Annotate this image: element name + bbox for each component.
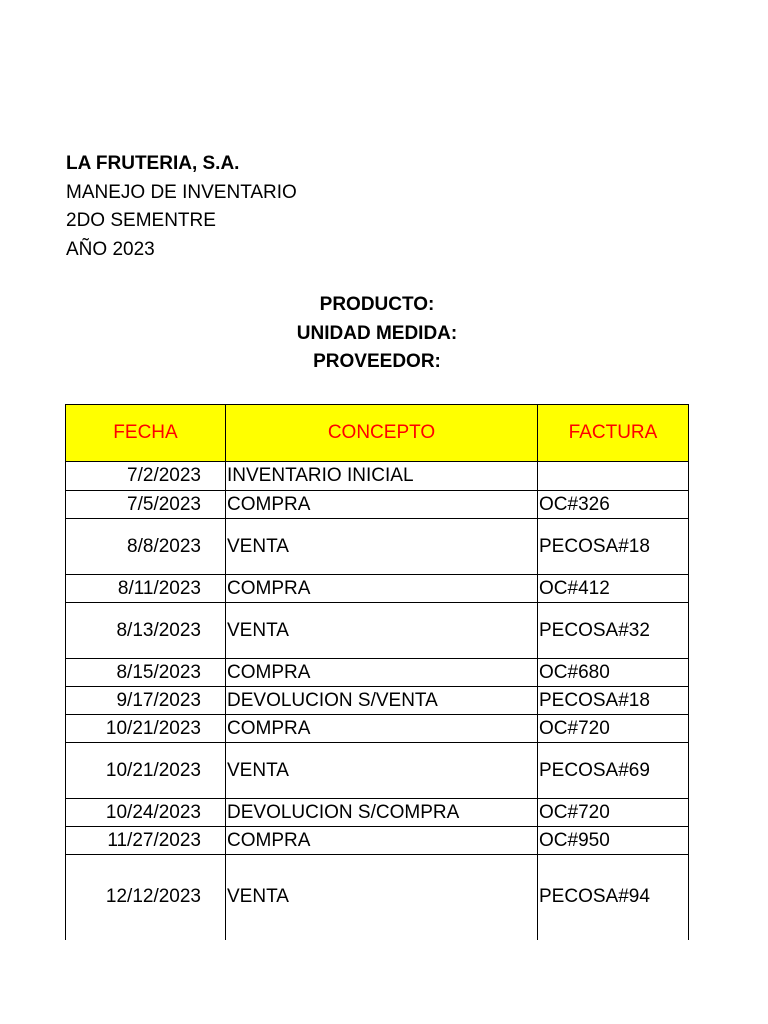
cell-concepto: COMPRA bbox=[226, 491, 538, 519]
cell-factura: PECOSA#94 bbox=[538, 855, 689, 940]
table-row bbox=[66, 743, 689, 799]
table-row bbox=[66, 687, 689, 715]
cell-concepto: VENTA bbox=[226, 519, 538, 575]
table-row bbox=[66, 659, 689, 687]
cell-concepto: INVENTARIO INICIAL bbox=[226, 462, 538, 491]
cell-fecha: 9/17/2023 bbox=[66, 687, 226, 715]
table-row bbox=[66, 827, 689, 855]
cell-fecha: 8/15/2023 bbox=[66, 659, 226, 687]
table-row bbox=[66, 462, 689, 491]
cell-fecha: 8/11/2023 bbox=[66, 575, 226, 603]
table-row bbox=[66, 491, 689, 519]
cell-factura: OC#326 bbox=[538, 491, 689, 519]
cell-concepto: DEVOLUCION S/COMPRA bbox=[226, 799, 538, 827]
table-row bbox=[66, 603, 689, 659]
company-name: LA FRUTERIA, S.A. bbox=[66, 153, 240, 174]
column-header-fecha: FECHA bbox=[66, 405, 226, 462]
proveedor-label: PROVEEDOR: bbox=[313, 351, 441, 372]
cell-fecha: 7/5/2023 bbox=[66, 491, 226, 519]
cell-fecha: 7/2/2023 bbox=[66, 462, 226, 491]
cell-factura bbox=[538, 462, 689, 491]
cell-factura: PECOSA#18 bbox=[538, 687, 689, 715]
column-header-concepto: CONCEPTO bbox=[226, 405, 538, 462]
cell-factura: OC#720 bbox=[538, 799, 689, 827]
cell-fecha: 10/24/2023 bbox=[66, 799, 226, 827]
document-header bbox=[66, 150, 297, 264]
cell-concepto: COMPRA bbox=[226, 659, 538, 687]
cell-factura: OC#950 bbox=[538, 827, 689, 855]
cell-factura: OC#680 bbox=[538, 659, 689, 687]
cell-concepto: DEVOLUCION S/VENTA bbox=[226, 687, 538, 715]
product-info bbox=[66, 291, 688, 377]
cell-fecha: 11/27/2023 bbox=[66, 827, 226, 855]
cell-factura: OC#720 bbox=[538, 715, 689, 743]
column-header-factura: FACTURA bbox=[538, 405, 689, 462]
table-row bbox=[66, 519, 689, 575]
cell-factura: PECOSA#18 bbox=[538, 519, 689, 575]
cell-concepto: COMPRA bbox=[226, 575, 538, 603]
table-row bbox=[66, 575, 689, 603]
table-row bbox=[66, 715, 689, 743]
cell-fecha: 10/21/2023 bbox=[66, 743, 226, 799]
table-header-row bbox=[66, 405, 689, 462]
cell-concepto: VENTA bbox=[226, 855, 538, 940]
semester-label: 2DO SEMENTRE bbox=[66, 210, 216, 231]
cell-concepto: COMPRA bbox=[226, 715, 538, 743]
cell-concepto: VENTA bbox=[226, 743, 538, 799]
cell-fecha: 12/12/2023 bbox=[66, 855, 226, 940]
table-row bbox=[66, 855, 689, 940]
cell-fecha: 8/13/2023 bbox=[66, 603, 226, 659]
cell-concepto: VENTA bbox=[226, 603, 538, 659]
cell-factura: OC#412 bbox=[538, 575, 689, 603]
unidad-medida-label: UNIDAD MEDIDA: bbox=[296, 322, 458, 344]
table-row bbox=[66, 799, 689, 827]
document-subtitle: MANEJO DE INVENTARIO bbox=[66, 181, 297, 203]
inventory-table bbox=[65, 404, 689, 940]
cell-factura: PECOSA#69 bbox=[538, 743, 689, 799]
cell-concepto: COMPRA bbox=[226, 827, 538, 855]
cell-fecha: 10/21/2023 bbox=[66, 715, 226, 743]
cell-fecha: 8/8/2023 bbox=[66, 519, 226, 575]
cell-factura: PECOSA#32 bbox=[538, 603, 689, 659]
producto-label: PRODUCTO: bbox=[319, 294, 435, 315]
year-label: AÑO 2023 bbox=[66, 238, 155, 260]
